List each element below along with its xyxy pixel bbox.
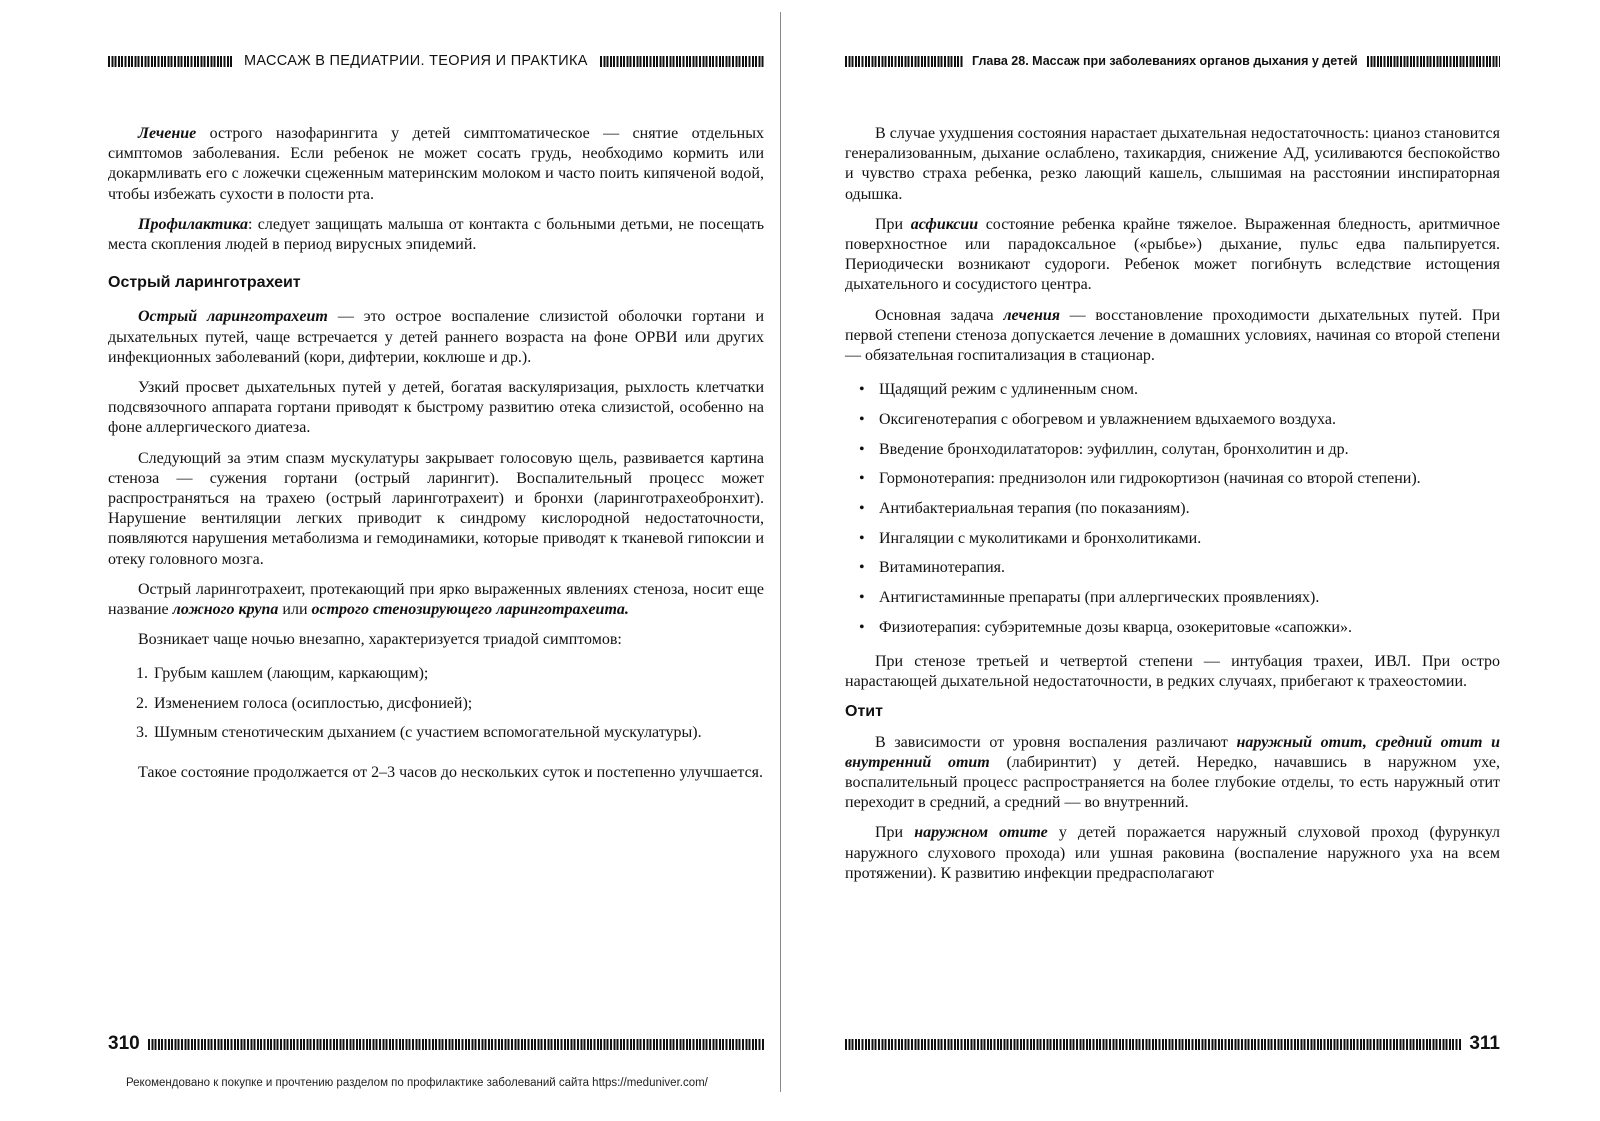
paragraph: Острый ларинготрахеит — это острое воспаление слизистой оболочки гортани и дыхательных путей, чаще встречается у детей раннего возраста на фоне ОРВИ или других инфекционных заболеваний (кори, дифтерии, коклюше и др.). [108, 308, 765, 366]
list-item: 3. Шумным стенотическим дыханием (с участием вспомогательной мускулатуры). [152, 723, 764, 743]
footer-decor-bar [148, 1039, 764, 1050]
paragraph: Следующий за этим спазм мускулатуры закрывает голосовую щель, развивается картина стеноза — сужения гортани (острый ларингит). Воспалительный процесс может распространяться на трахею (острый ларинготрахеит) и бронхи (ларинготрахеобронхит). Нарушение вентиляции легких приводит к синдрому кислородной недостаточности, появляются нарушения метаболизма и гемодинамики, которые приводят к тканевой гипоксии и отеку головного мозга. [108, 449, 764, 568]
paragraph: Узкий просвет дыхательных путей у детей, богатая васкуляризация, рыхлость клетчатки подсвязочного аппарата гортани приводят к быстрому развитию отека слизистой, особенно на фоне аллергического диатеза. [108, 379, 764, 437]
term: острого стенозирующего ларинготрахеита. [311, 601, 629, 619]
left-page-text [108, 124, 764, 793]
section-heading: Отит [845, 703, 883, 721]
left-header-title: МАССАЖ В ПЕДИАТРИИ. ТЕОРИЯ И ПРАКТИКА [244, 53, 588, 69]
header-decor-bar [1367, 56, 1500, 67]
header-decor-bar [845, 56, 963, 67]
page-number: 310 [108, 1033, 140, 1054]
list-item: 1. Грубым кашлем (лающим, каркающим); [152, 664, 764, 684]
term: ложного крупа [172, 601, 279, 619]
left-page [108, 0, 764, 1060]
right-header-title: Глава 28. Массаж при заболеваниях органов дыхания у детей [972, 54, 1358, 68]
paragraph: Основная задача лечения — восстановление проходимости дыхательных путей. При первой степени стеноза допускается лечение в домашних условиях, начиная со второй степени — обязательная госпитализация в стационар. [845, 306, 1501, 365]
right-running-header [845, 50, 1500, 72]
right-page-text [845, 124, 1500, 894]
list-item: • Витаминотерапия. [845, 558, 1500, 578]
paragraph: Острый ларинготрахеит, протекающий при ярко выраженных явлениях стеноза, носит еще название ложного крупа или острого стенозирующего ларинготрахеита. [108, 580, 764, 619]
treatment-list [845, 380, 1500, 638]
term: лечения [1003, 306, 1060, 324]
term: Острый ларинготрахеит [138, 308, 328, 326]
left-footer [108, 1030, 764, 1058]
term: наружном отите [914, 824, 1048, 842]
footer-decor-bar [845, 1039, 1461, 1050]
paragraph: При наружном отите у детей поражается наружный слуховой проход (фурункул наружного слухового прохода) или ушная раковина (воспаление наружного уха на всем протяжении). К развитию инфекции предрасполагают [845, 824, 1501, 882]
paragraph: В случае ухудшения состояния нарастает дыхательная недостаточность: цианоз становится генерализованным, дыхание ослаблено, тахикардия, снижение АД, усиливаются беспокойство и чувство страха ребенка, резко лающий кашель, слышимая на расстоянии инспираторная одышка. [845, 125, 1500, 203]
term: асфиксии [910, 215, 979, 233]
list-item: 2. Изменением голоса (осиплостью, дисфонией); [152, 694, 764, 714]
list-item: • Антибактериальная терапия (по показаниям). [845, 499, 1500, 519]
header-decor-bar [108, 56, 232, 67]
paragraph: При асфиксии состояние ребенка крайне тяжелое. Выраженная бледность, аритмичное поверхностное или парадоксальное («рыбье») дыхание, пульс едва пальпируется. Периодически возникают судороги. Ребенок может погибнуть вследствие истощения дыхательного и сосудистого центра. [845, 215, 1500, 294]
paragraph: Возникает чаще ночью внезапно, характеризуется триадой симптомов: [138, 631, 622, 649]
right-footer [845, 1030, 1500, 1058]
paragraph: В зависимости от уровня воспаления различают наружный отит, средний отит и внутренний отит (лабиринтит) у детей. Нередко, начавшись в наружном ухе, воспалительный процесс распространяется на более глубокие отделы, то есть наружный отит переходит в средний, а средний — во внутренний. [845, 733, 1501, 812]
section-heading: Острый ларинготрахеит [108, 274, 301, 292]
footnote-text: Рекомендовано к покупке и прочтению разделом по профилактике заболеваний сайта https://meduniver.com/ [126, 1077, 708, 1089]
list-item: • Оксигенотерапия с обогревом и увлажнением вдыхаемого воздуха. [845, 410, 1500, 430]
term: Профилактика [138, 215, 248, 233]
list-item: • Физиотерапия: субэритемные дозы кварца, озокеритовые «сапожки». [845, 618, 1500, 638]
paragraph: Лечение острого назофарингита у детей симптоматическое — снятие отдельных симптомов заболевания. Если ребенок не может сосать грудь, необходимо кормить или докармливать его с ложечки сцеженным материнским молоком и часто поить кипяченой водой, чтобы избежать сухости в полости рта. [108, 125, 764, 203]
header-decor-bar [600, 56, 764, 67]
list-item: • Ингаляции с муколитиками и бронхолитиками. [845, 529, 1500, 549]
symptoms-list [108, 664, 764, 743]
list-item: • Введение бронходилататоров: эуфиллин, солутан, бронхолитин и др. [845, 440, 1500, 460]
page-number: 311 [1469, 1033, 1500, 1054]
right-page [845, 0, 1500, 1060]
book-gutter-line [780, 12, 781, 1092]
list-item: • Щадящий режим с удлиненным сном. [845, 380, 1500, 400]
paragraph: Профилактика: следует защищать малыша от контакта с больными детьми, не посещать места скопления людей в период вирусных эпидемий. [108, 215, 764, 254]
paragraph: При стенозе третьей и четвертой степени — интубация трахеи, ИВЛ. При остро нарастающей дыхательной недостаточности, в редких случаях, прибегают к трахеостомии. [845, 653, 1500, 691]
term: Лечение [138, 125, 197, 142]
term: наружный отит, средний отит и внутренний отит [845, 733, 1500, 771]
list-item: • Антигистаминные препараты (при аллергических проявлениях). [845, 588, 1500, 608]
paragraph: Такое состояние продолжается от 2–3 часов до нескольких суток и постепенно улучшается. [138, 764, 764, 782]
list-item: • Гормонотерапия: преднизолон или гидрокортизон (начиная со второй степени). [845, 469, 1500, 489]
left-running-header [108, 50, 764, 72]
